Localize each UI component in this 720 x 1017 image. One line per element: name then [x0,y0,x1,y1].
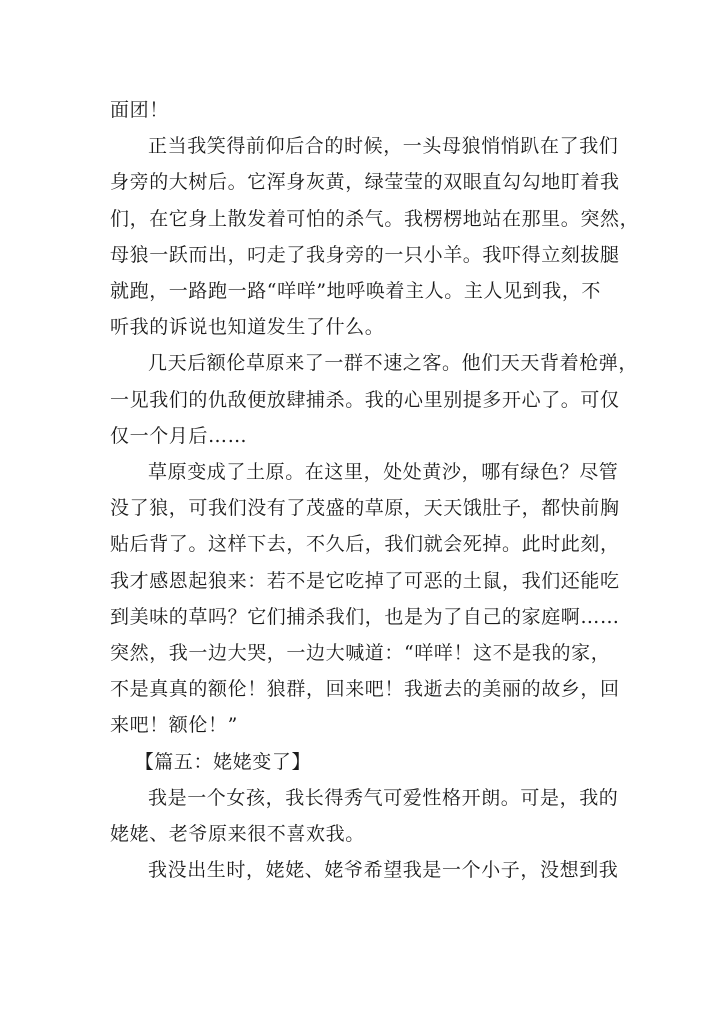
paragraph-6 [110,852,619,888]
paragraph-5 [110,780,619,852]
section-heading: 【篇五：姥姥变了】 [134,750,312,773]
text-line: 到美味的草吗？它们捕杀我们，也是为了自己的家庭啊…… [110,605,620,628]
text-line: 仅一个月后…… [110,424,248,447]
text-line: 突然，我一边大哭，一边大喊道：“咩咩！这不是我的家， [110,642,611,665]
text-line: 贴后背了。这样下去，不久后，我们就会死掉。此时此刻， [110,533,620,556]
text-line: 来吧！额伦！” [110,714,238,737]
text-line: 我才感恩起狼来：若不是它吃掉了可恶的土鼠，我们还能吃 [110,569,620,592]
text-line: 听我的诉说也知道发生了什么。 [110,316,385,339]
text-line: 一见我们的仇敌便放肆捕杀。我的心里别提多开心了。可仅 [110,388,620,411]
text-line: 没了狼，可我们没有了茂盛的草原，天天饿肚子，都快前胸 [110,497,620,520]
text-line: 母狼一跃而出，叼走了我身旁的一只小羊。我吓得立刻拔腿 [110,243,620,266]
text-line: 身旁的大树后。它浑身灰黄，绿莹莹的双眼直勾勾地盯着我 [110,171,620,194]
paragraph-3 [110,345,639,454]
document-body [110,92,640,888]
text-line: 几天后额伦草原来了一群不速之客。他们天天背着枪弹， [148,352,639,375]
text-line: 姥姥、老爷原来很不喜欢我。 [110,823,365,846]
text-line: 们，在它身上散发着可怕的杀气。我楞楞地站在那里。突然， [110,207,640,230]
text-line: 就跑，一路跑一路“咩咩”地呼唤着主人。主人见到我，不 [110,280,602,303]
text-line: 正当我笑得前仰后合的时候，一头母狼悄悄趴在了我们 [148,135,619,158]
text-line: 草原变成了土原。在这里，处处黄沙，哪有绿色？尽管 [148,461,619,484]
text-line: 不是真真的额伦！狼群，回来吧！我逝去的美丽的故乡，回 [110,678,620,701]
text-line: 我是一个女孩，我长得秀气可爱性格开朗。可是，我的 [148,786,619,809]
text-line: 面团！ [110,99,169,121]
text-line: 我没出生时，姥姥、姥爷希望我是一个小子，没想到我 [148,859,619,882]
paragraph-4 [110,454,620,744]
paragraph-1 [110,92,616,128]
paragraph-2 [110,128,640,345]
